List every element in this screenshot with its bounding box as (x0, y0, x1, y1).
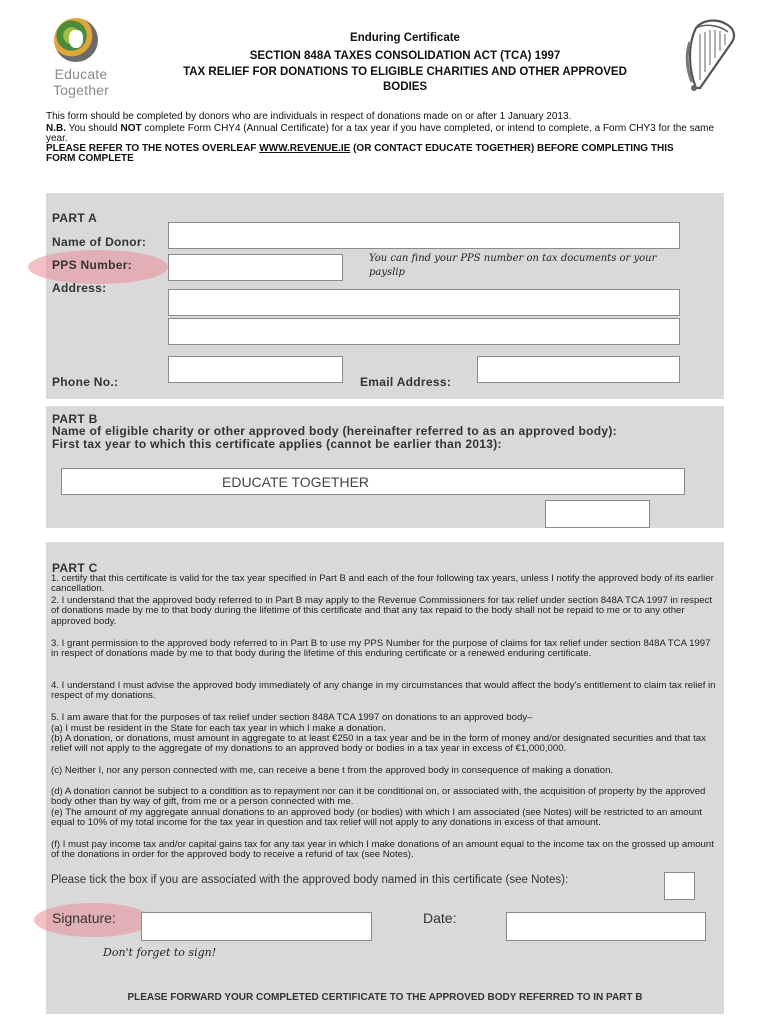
part-c-item-d: (d) A donation cannot be subject to a condition as to repayment nor can it be conditional on, or associated with, the acquisition of property by the approved body other than by way of gift, from me or a person connected with me. (51, 786, 706, 808)
logo-emblem-icon (54, 18, 98, 62)
part-c-para-1: 1. certify that this certificate is valid for the tax year specified in Part B and each of the four following tax years, unless I notify the approved body of its earlier cancellation. (51, 573, 714, 595)
forward-instruction: PLEASE FORWARD YOUR COMPLETED CERTIFICATE TO THE APPROVED BODY REFERRED TO IN PART B (127, 992, 643, 1003)
part-c-para-5: 5. I am aware that for the purposes of tax relief under section 848A TCA 1997 on donations to an approved body– (51, 712, 533, 723)
approved-body-field[interactable]: EDUCATE TOGETHER (61, 468, 685, 495)
doc-title: Enduring Certificate (350, 32, 460, 44)
intro-line: This form should be completed by donors who are individuals in respect of donations made on or after 1 January 2013. (46, 111, 572, 122)
doc-section-title: SECTION 848A TAXES CONSOLIDATION ACT (TCA) 1997 (249, 50, 561, 62)
part-c-title: PART C (52, 561, 98, 575)
first-tax-year-field[interactable] (545, 500, 650, 528)
pps-number-field[interactable] (168, 254, 343, 281)
signature-field[interactable] (141, 912, 372, 941)
part-c-item-e: (e) The amount of my aggregate annual donations to an approved body (or bodies) with which I am associated (see Notes) will be restricted to an amount equal to 10% of my total income for the tax year in question and tax relief will not apply to any donations in excess of that amount. (51, 807, 702, 829)
part-c-item-f: (f) I must pay income tax and/or capital gains tax for any tax year in which I make donations of an amount equal to the income tax on the grossed up amount of the donations in order for the approved body to receive a refund of tax (see Notes). (51, 839, 714, 861)
doc-subtitle-line2: BODIES (382, 81, 428, 93)
part-c-para-3: 3. I grant permission to the approved body referred to in Part B to use my PPS Number for the purpose of claims for tax relief under section 848A TCA 1997 in respect of donations made by me to that body during the lifetime of this enduring certificate or a renewed enduring certificate. (51, 638, 711, 660)
logo-text-line1: Educate (54, 66, 108, 82)
email-field[interactable] (477, 356, 680, 383)
logo-text-line2: Together (52, 82, 110, 98)
part-b-title: PART B (52, 412, 98, 426)
harp-crest-icon (682, 18, 738, 94)
associated-checkbox[interactable] (664, 872, 695, 900)
donor-name-field[interactable] (168, 222, 680, 249)
part-c-para-4: 4. I understand I must advise the approved body immediately of any change in my circumstances that would affect the body's entitlement to claim tax relief in respect of my donations. (51, 680, 716, 702)
sign-reminder-note: Don't forget to sign! (103, 946, 217, 959)
doc-subtitle-line1: TAX RELIEF FOR DONATIONS TO ELIGIBLE CHARITIES AND OTHER APPROVED (183, 66, 627, 78)
part-b-year-label: First tax year to which this certificate applies (cannot be earlier than 2013): (52, 437, 502, 451)
pps-number-label: PPS Number: (52, 258, 132, 272)
part-c-para-2: 2. I understand that the approved body referred to in Part B may apply to the Revenue Commissioners for tax relief under section 848A TCA 1997 in respect of donations made by me to that body during the lifetime of this certificate and that any tax repaid to the body shall not be repaid to me or to any other approved body. (51, 595, 713, 627)
signature-label: Signature: (52, 910, 116, 926)
revenue-link[interactable]: WWW.REVENUE.IE (259, 143, 351, 154)
date-label: Date: (423, 910, 457, 926)
part-a-title: PART A (52, 211, 98, 225)
part-b-charity-label: Name of eligible charity or other approved body (hereinafter referred to as an approved body): (52, 424, 617, 438)
part-c-item-c: (c) Neither I, nor any person connected with me, can receive a bene t from the approved body in consequence of making a donation. (51, 765, 614, 776)
intro-nb: N.B. You should NOT complete Form CHY4 (Annual Certificate) for a tax year if you have completed, or intend to complete, a Form CHY3 for the same year. (46, 123, 715, 144)
phone-label: Phone No.: (52, 375, 119, 389)
part-c-item-a: (a) I must be resident in the State for each tax year in which I make a donation. (51, 723, 386, 734)
pps-hint-note: You can find your PPS number on tax documents or your payslip (369, 253, 657, 278)
donor-name-label: Name of Donor: (52, 235, 147, 249)
address-label: Address: (52, 281, 107, 295)
part-c-item-b: (b) A donation, or donations, must amount in aggregate to at least €250 in a tax year and be in the form of money and/or designated securities and that tax relief will not apply to the aggregate of my donations to an approved body or bodies in a tax year in excess of €1,000,000. (51, 733, 706, 755)
phone-field[interactable] (168, 356, 343, 383)
associated-tick-label: Please tick the box if you are associated with the approved body named in this certificate (see Notes): (51, 874, 569, 886)
date-field[interactable] (506, 912, 706, 941)
address-field-line2[interactable] (168, 318, 680, 345)
email-label: Email Address: (360, 375, 452, 389)
address-field-line1[interactable] (168, 289, 680, 316)
educate-together-logo (42, 18, 120, 100)
intro-refer: PLEASE REFER TO THE NOTES OVERLEAF WWW.REVENUE.IE (OR CONTACT EDUCATE TOGETHER) BEFORE COMPLETING THIS FORM COMPLETE (46, 143, 674, 164)
